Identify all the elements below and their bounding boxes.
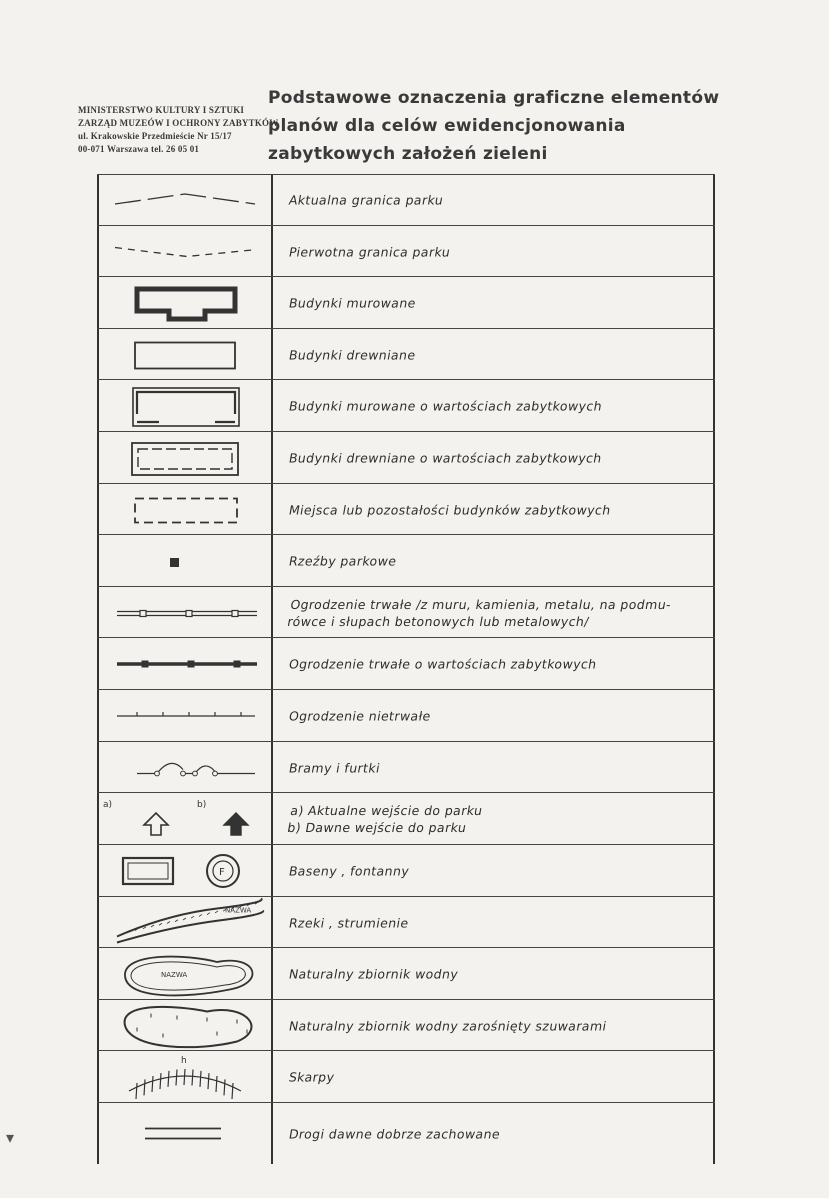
legend-row	[97, 535, 715, 587]
road-icon	[97, 1103, 271, 1164]
legend-label	[288, 1069, 711, 1086]
legend-row	[97, 690, 715, 742]
building-remains-icon	[97, 484, 271, 535]
legend-row	[97, 226, 715, 277]
historic-wooden-building-icon	[97, 432, 271, 484]
permanent-fence-icon	[97, 587, 271, 638]
legend-row	[97, 638, 715, 690]
legend-label-line: Rzeźby parkowe	[287, 553, 398, 569]
legend-label-line: Bramy i furtki	[287, 760, 382, 775]
river-icon-graphic	[97, 897, 271, 948]
legend-label-line: Ogrodzenie trwałe /z muru, kamienia, metalu, na podmu-	[289, 596, 673, 612]
legend-label	[288, 553, 711, 570]
legend-label-line: Miejsca lub pozostałości budynków zabytkowych	[287, 502, 613, 517]
legend-label	[288, 450, 711, 467]
pond-icon	[97, 948, 271, 1000]
temporary-fence-icon	[97, 690, 271, 742]
legend-label	[288, 243, 711, 260]
legend-label-line: Pierwotna granica parku	[287, 244, 452, 259]
legend-label	[288, 1125, 711, 1142]
masonry-building-icon	[97, 277, 271, 329]
legend-label-line: Budynki murowane	[287, 295, 418, 311]
legend-row	[97, 432, 715, 484]
legend-row	[97, 484, 715, 535]
dash-line-icon	[97, 174, 271, 226]
stamp-line: ul. Krakowskie Przedmieście Nr 15/17	[78, 131, 232, 141]
name-mark: NAZWA	[161, 971, 188, 979]
road-icon-graphic	[97, 1103, 271, 1164]
height-mark: h	[181, 1056, 187, 1066]
stamp-line: 00-071 Warszawa tel. 26 05 01	[78, 144, 200, 154]
historic-masonry-building-icon	[97, 380, 271, 432]
mark-a: a)	[103, 800, 113, 810]
entrance-arrows-icon	[97, 793, 271, 845]
stamp-line: MINISTERSTWO KULTURY I SZTUKI	[78, 105, 245, 115]
legend-row	[97, 1000, 715, 1051]
legend-row	[97, 380, 715, 432]
legend-label-line: Budynki drewniane o wartościach zabytkowych	[287, 450, 604, 466]
name-mark: NAZWA	[225, 906, 252, 915]
legend-label	[288, 192, 711, 209]
gate-icon	[97, 742, 271, 793]
permanent-fence-icon-graphic	[97, 587, 271, 638]
overgrown-pond-icon	[97, 1000, 271, 1051]
legend-row	[97, 948, 715, 1000]
legend-label-line: b) Dawne wejście do parku	[286, 820, 468, 835]
legend-row	[97, 1103, 715, 1164]
legend-row	[97, 845, 715, 897]
legend-row	[97, 174, 715, 226]
legend-label-line: Naturalny zbiornik wodny zarośnięty szuwarami	[287, 1018, 608, 1033]
legend-label	[288, 656, 711, 673]
wooden-building-icon	[97, 329, 271, 380]
legend-label-line: Drogi dawne dobrze zachowane	[287, 1126, 502, 1141]
legend-label	[288, 501, 711, 518]
legend-label	[288, 346, 711, 363]
legend-table	[97, 174, 715, 1164]
wooden-building-icon-graphic	[97, 329, 271, 380]
escarpment-icon	[97, 1051, 271, 1103]
pool-fountain-icon	[97, 845, 271, 897]
legend-label-line: Budynki murowane o wartościach zabytkowych	[287, 398, 604, 414]
legend-label-line: Rzeki , strumienie	[287, 915, 410, 930]
temporary-fence-icon-graphic	[97, 690, 271, 742]
historic-fence-icon	[97, 638, 271, 690]
short-dash-line-icon	[97, 226, 271, 277]
legend-label	[288, 398, 711, 415]
stamp-line: ZARZĄD MUZEÓW I OCHRONY ZABYTKÓW	[78, 118, 278, 128]
legend-label-line: Ogrodzenie trwałe o wartościach zabytkowych	[287, 656, 598, 672]
mark-b: b)	[197, 800, 207, 810]
scan-mark: ▾	[6, 1128, 15, 1147]
legend-label	[288, 863, 711, 880]
legend-label-line: Baseny , fontanny	[287, 863, 411, 879]
legend-label	[286, 802, 712, 836]
legend-row	[97, 793, 715, 845]
dash-line-icon-graphic	[97, 174, 271, 226]
legend-label-line: Budynki drewniane	[287, 347, 417, 362]
legend-label-line: Ogrodzenie nietrwałe	[287, 708, 433, 724]
legend-label-line: Aktualna granica parku	[287, 192, 445, 208]
pool-fountain-icon-graphic	[97, 845, 271, 897]
legend-label	[288, 1017, 711, 1034]
legend-label-line: Skarpy	[287, 1069, 336, 1085]
fountain-mark: F	[219, 867, 225, 878]
legend-row	[97, 277, 715, 329]
legend-label	[288, 759, 711, 776]
title-line-1: Podstawowe oznaczenia graficzne elementów	[268, 88, 720, 108]
legend-row	[97, 897, 715, 948]
sculpture-icon-graphic	[97, 535, 271, 587]
page-title	[268, 84, 720, 168]
historic-masonry-building-icon-graphic	[97, 380, 271, 432]
legend-row	[97, 1051, 715, 1103]
legend-label	[288, 914, 711, 931]
legend-label-line: a) Aktualne wejście do parku	[289, 803, 484, 818]
institution-stamp	[78, 104, 278, 156]
river-icon	[97, 897, 271, 948]
legend-row	[97, 329, 715, 380]
historic-wooden-building-icon-graphic	[97, 432, 271, 484]
title-line-3: zabytkowych założeń zieleni	[268, 144, 548, 164]
gate-icon-graphic	[97, 742, 271, 793]
legend-row	[97, 742, 715, 793]
legend-label	[288, 966, 711, 983]
overgrown-pond-icon-graphic	[97, 1000, 271, 1051]
title-line-2: planów dla celów ewidencjonowania	[268, 116, 626, 136]
short-dash-line-icon-graphic	[97, 226, 271, 277]
pond-icon-graphic	[97, 948, 271, 1000]
legend-label	[286, 596, 712, 630]
legend-label	[288, 708, 711, 725]
legend-label-line: Naturalny zbiornik wodny	[287, 966, 460, 982]
legend-row	[97, 587, 715, 638]
escarpment-icon-graphic	[97, 1051, 271, 1103]
building-remains-icon-graphic	[97, 484, 271, 535]
historic-fence-icon-graphic	[97, 638, 271, 690]
entrance-arrows-icon-graphic	[97, 793, 271, 845]
masonry-building-icon-graphic	[97, 277, 271, 329]
sculpture-icon	[97, 535, 271, 587]
legend-label-line: rówce i słupach betonowych lub metalowych/	[286, 613, 591, 629]
legend-label	[288, 295, 711, 312]
